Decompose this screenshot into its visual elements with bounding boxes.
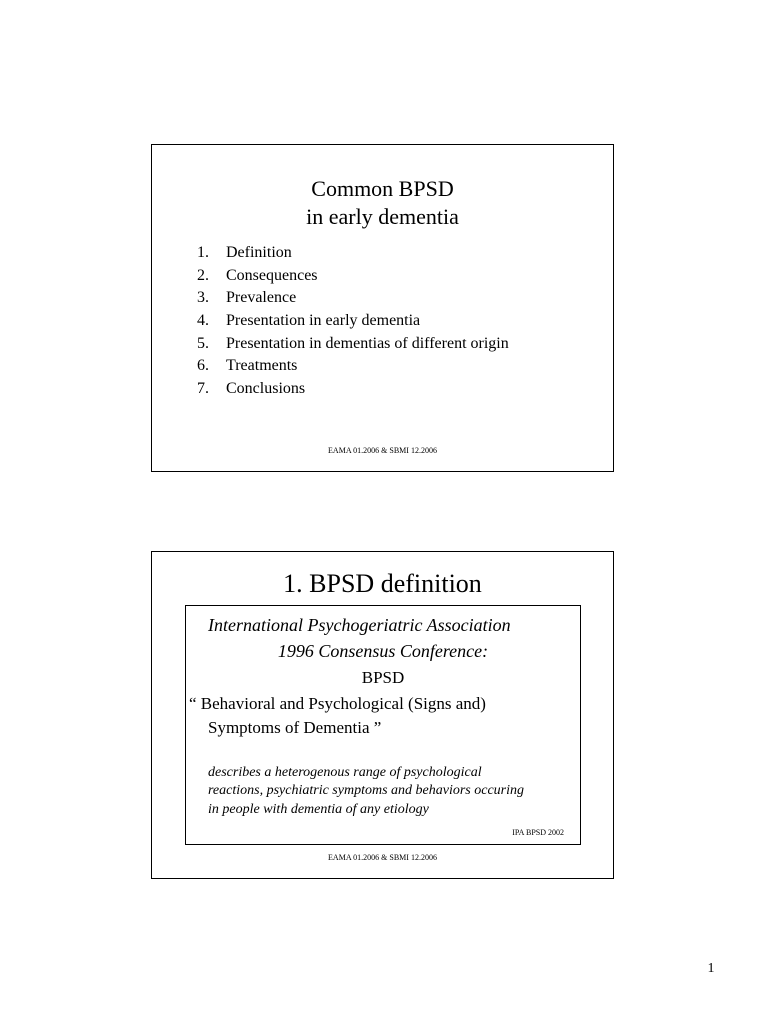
agenda-number: 3. bbox=[197, 289, 209, 307]
abbreviation: BPSD bbox=[361, 668, 405, 687]
agenda-text: Conclusions bbox=[226, 380, 306, 398]
agenda-text: Prevalence bbox=[226, 289, 297, 307]
agenda-text: Definition bbox=[226, 244, 292, 261]
slide-title bbox=[152, 175, 613, 231]
slide-common-bpsd bbox=[151, 144, 614, 472]
description-line-1: describes a heterogenous range of psychological bbox=[208, 765, 482, 780]
agenda-number: 2. bbox=[197, 266, 209, 284]
agenda-number: 1. bbox=[197, 244, 209, 261]
source-citation: IPA BPSD 2002 bbox=[512, 828, 564, 837]
agenda-list bbox=[197, 242, 509, 401]
agenda-item bbox=[197, 333, 509, 356]
organization-name: International Psychogeriatric Association bbox=[208, 615, 511, 635]
slide-bpsd-definition bbox=[151, 551, 614, 879]
agenda-number: 5. bbox=[197, 334, 209, 352]
agenda-item bbox=[197, 310, 509, 333]
agenda-number: 7. bbox=[197, 380, 209, 398]
expansion-line-1: “ Behavioral and Psychological (Signs and) bbox=[189, 694, 486, 713]
description-line-2: reactions, psychiatric symptoms and behaviors occuring bbox=[208, 783, 524, 798]
agenda-item bbox=[197, 287, 509, 310]
agenda-item bbox=[197, 242, 509, 265]
conference-name: 1996 Consensus Conference: bbox=[277, 641, 489, 661]
agenda-text: Presentation in dementias of different origin bbox=[226, 334, 509, 352]
agenda-item bbox=[197, 265, 509, 288]
title-line-2: in early dementia bbox=[306, 204, 459, 229]
agenda-text: Presentation in early dementia bbox=[226, 312, 421, 330]
agenda-text: Treatments bbox=[226, 357, 298, 375]
definition-box bbox=[185, 605, 581, 845]
agenda-text: Consequences bbox=[226, 266, 318, 284]
description-line-3: in people with dementia of any etiology bbox=[208, 802, 429, 817]
slide-title: 1. BPSD definition bbox=[283, 569, 482, 598]
agenda-item bbox=[197, 355, 509, 378]
expansion-line-2: Symptoms of Dementia ” bbox=[208, 718, 382, 737]
agenda-number: 4. bbox=[197, 312, 209, 330]
agenda-item bbox=[197, 378, 509, 401]
slide-footer: EAMA 01.2006 & SBMI 12.2006 bbox=[328, 853, 437, 862]
slide-footer: EAMA 01.2006 & SBMI 12.2006 bbox=[328, 446, 437, 455]
agenda-number: 6. bbox=[197, 357, 209, 375]
page-number: 1 bbox=[707, 961, 715, 976]
title-line-1: Common BPSD bbox=[311, 176, 454, 201]
